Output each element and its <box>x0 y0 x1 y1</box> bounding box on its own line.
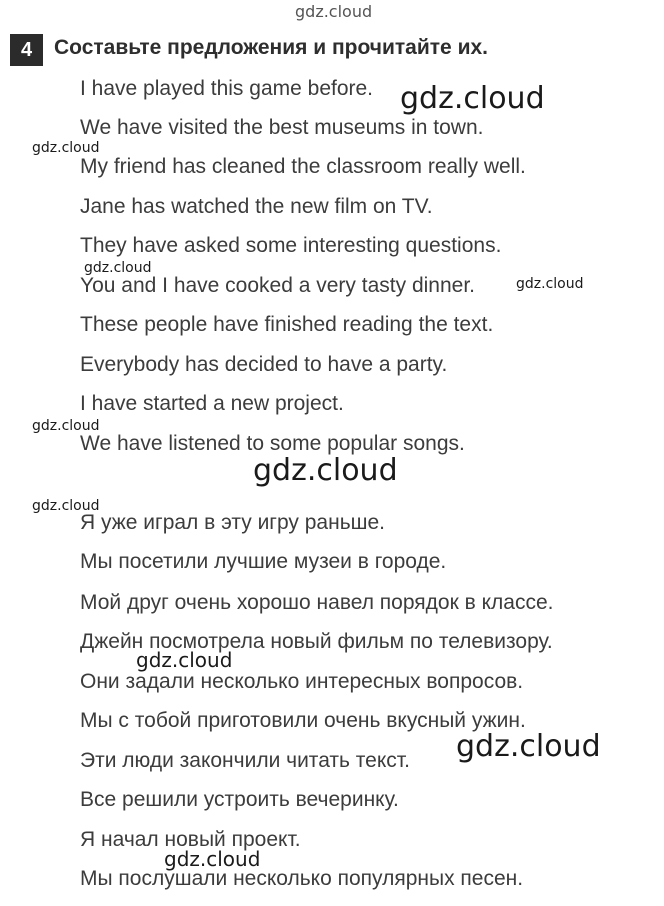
watermark: gdz.cloud <box>400 81 545 116</box>
task-title: Составьте предложения и прочитайте их. <box>54 36 488 59</box>
english-sentence-9: I have started a new project. <box>80 392 344 415</box>
russian-sentence-3: Мой друг очень хорошо навел порядок в классе. <box>80 591 554 614</box>
watermark: gdz.cloud <box>32 140 100 156</box>
watermark: gdz.cloud <box>253 453 398 488</box>
russian-sentence-8: Все решили устроить вечеринку. <box>80 788 399 811</box>
watermark-top: gdz.cloud <box>295 2 373 21</box>
watermark: gdz.cloud <box>84 260 152 276</box>
watermark: gdz.cloud <box>164 847 261 871</box>
english-sentence-5: They have asked some interesting questions. <box>80 234 502 257</box>
watermark: gdz.cloud <box>456 729 601 764</box>
russian-sentence-5: Они задали несколько интересных вопросов. <box>80 670 524 693</box>
watermark: gdz.cloud <box>516 276 584 292</box>
russian-sentence-1: Я уже играл в эту игру раньше. <box>80 511 385 534</box>
watermark: gdz.cloud <box>32 498 100 514</box>
russian-sentence-4: Джейн посмотрела новый фильм по телевизору. <box>80 630 553 653</box>
english-sentence-2: We have visited the best museums in town. <box>80 116 484 139</box>
english-sentence-1: I have played this game before. <box>80 77 374 100</box>
english-sentence-8: Everybody has decided to have a party. <box>80 353 448 376</box>
watermark: gdz.cloud <box>136 648 233 672</box>
watermark: gdz.cloud <box>32 418 100 434</box>
russian-sentence-9: Я начал новый проект. <box>80 828 301 851</box>
russian-sentence-6: Мы с тобой приготовили очень вкусный ужин. <box>80 709 526 732</box>
english-sentence-4: Jane has watched the new film on TV. <box>80 195 433 218</box>
english-sentence-3: My friend has cleaned the classroom really well. <box>80 155 526 178</box>
russian-sentence-7: Эти люди закончили читать текст. <box>80 749 410 772</box>
english-sentence-10: We have listened to some popular songs. <box>80 432 465 455</box>
russian-sentence-2: Мы посетили лучшие музеи в городе. <box>80 550 447 573</box>
russian-sentence-10: Мы послушали несколько популярных песен. <box>80 867 524 890</box>
english-sentence-7: These people have finished reading the text. <box>80 313 494 336</box>
english-sentence-6: You and I have cooked a very tasty dinner. <box>80 274 475 297</box>
task-number-badge: 4 <box>10 34 43 66</box>
